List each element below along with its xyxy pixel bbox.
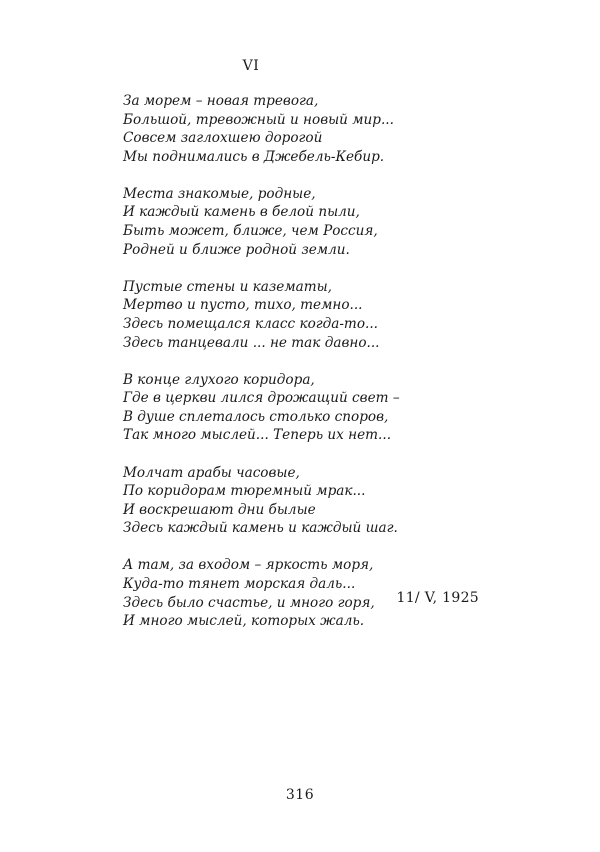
poem-line: Места знакомые, родные, (123, 185, 316, 202)
stanza-5 (123, 464, 483, 538)
poem-line: В душе сплеталось столько споров, (123, 408, 389, 425)
poem-line: И много мыслей, которых жаль. (123, 613, 365, 630)
section-number: VI (242, 58, 260, 74)
poem-line: А там, за входом – яркость моря, (123, 557, 374, 574)
poem-line: Совсем заглохшею дорогой (123, 130, 323, 147)
poem-line: Здесь помещался класс когда-то... (123, 315, 378, 332)
stanza-3 (123, 278, 483, 352)
poem-line: По коридорам тюремный мрак... (123, 483, 366, 500)
poem-line: Молчат арабы часовые, (123, 464, 300, 481)
poem-date: 11/ V, 1925 (396, 590, 479, 606)
poem-line: В конце глухого коридора, (123, 371, 315, 388)
poem-line: Куда-то тянет морская даль... (123, 575, 356, 592)
poem-line: Здесь каждый камень и каждый шаг. (123, 520, 398, 537)
stanza-1 (123, 92, 483, 166)
poem (123, 92, 483, 649)
poem-line: Родней и ближе родной земли. (123, 241, 350, 258)
poem-line: За морем – новая тревога, (123, 93, 319, 109)
poem-line: Мертво и пусто, тихо, темно... (123, 297, 363, 314)
stanza-4 (123, 371, 483, 445)
poem-line: Быть может, ближе, чем Россия, (123, 223, 378, 240)
poem-line: Где в церкви лился дрожащий свет – (123, 390, 400, 407)
poem-line: Большой, тревожный и новый мир... (123, 111, 394, 128)
poem-line: Мы поднимались в Джебель-Кебир. (123, 148, 385, 165)
poem-line: И каждый камень в белой пыли, (123, 204, 360, 221)
poem-line: Так много мыслей... Теперь их нет... (123, 427, 392, 444)
poem-line: И воскрешают дни былые (123, 501, 316, 518)
poem-line: Пустые стены и казематы, (123, 278, 332, 295)
poem-line: Здесь танцевали ... не так давно... (123, 334, 380, 351)
page-number: 316 (285, 787, 315, 803)
stanza-2 (123, 185, 483, 259)
poem-line: Здесь было счастье, и много горя, (123, 594, 375, 611)
